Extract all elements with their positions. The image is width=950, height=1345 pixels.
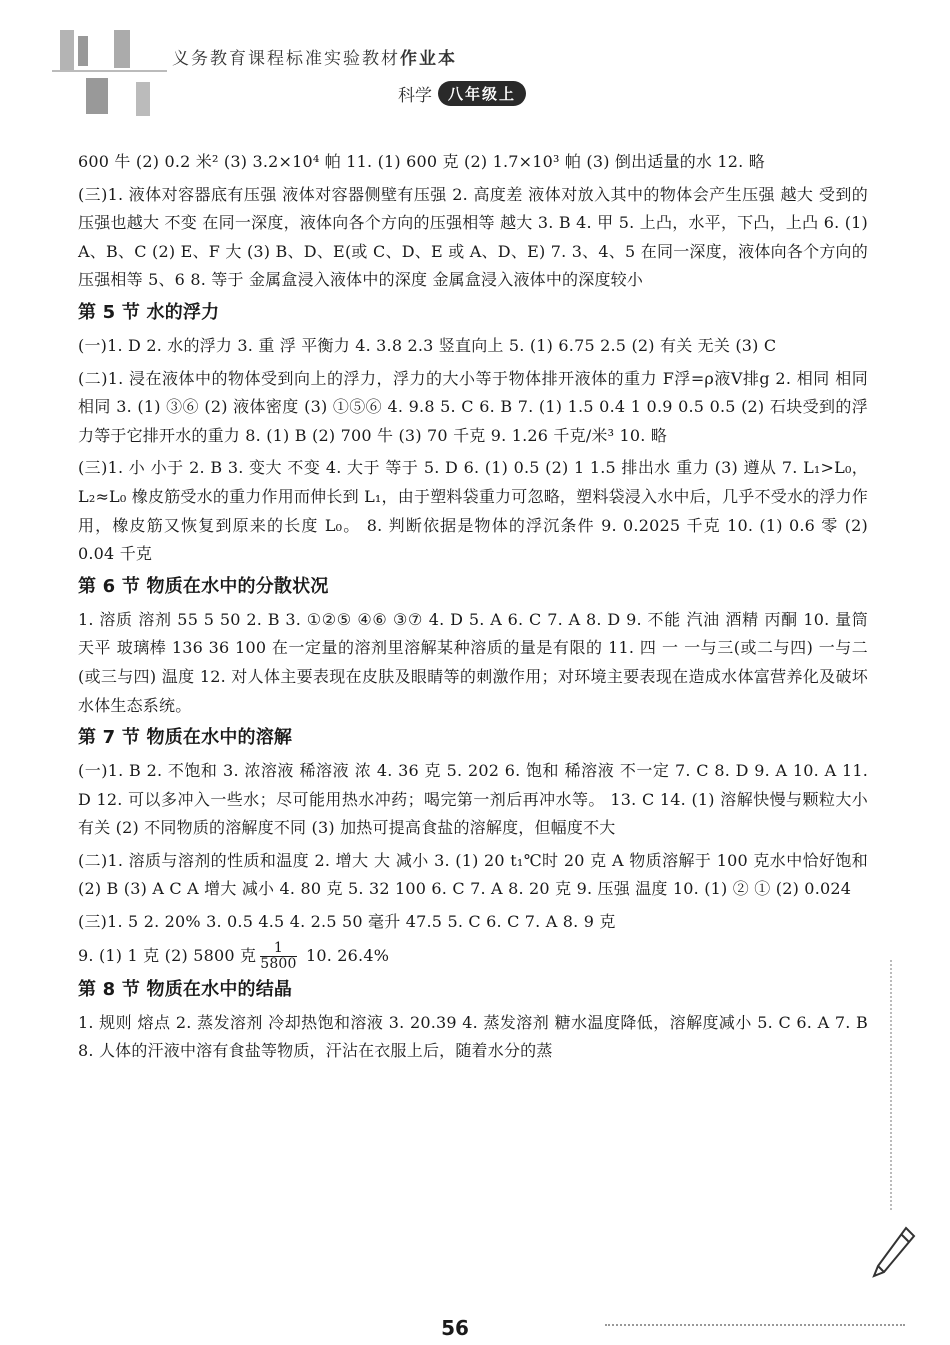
page-number: 56 (441, 1316, 469, 1340)
answer-paragraph: (二)1. 溶质与溶剂的性质和温度 2. 增大 大 减小 3. (1) 20 t₁℃时 20 克 A 物质溶解于 100 克水中恰好饱和 (2) B (3) A C A 增大 减小 4. 80 克 5. 32 100 6. C 7. A 8. 20 克 9. 压强 温度 10. (1) ② ① (2) 0.024 (78, 850, 868, 899)
answer-paragraph: 1. 溶质 溶剂 55 5 50 2. B 3. ①②⑤ ④⑥ ③⑦ 4. D 5. A 6. C 7. A 8. D 9. 不能 汽油 酒精 丙酮 10. 量筒 天平 玻璃棒 136 36 100 在一定量的溶剂里溶解某种溶质的量是有限的 11. 四 一 一与三(或二与四) 一与二(或三与四) 温度 12. 对人体主要表现在皮肤及眼睛等的刺激作用；对环境主要表现在造成水体富营养化及破坏水体生态系统。 (78, 609, 868, 715)
margin-dotted-line (890, 960, 892, 1210)
section-title: 第 8 节 物质在水中的结晶 (78, 978, 293, 1000)
answer-paragraph: (二)1. 浸在液体中的物体受到向上的浮力，浮力的大小等于物体排开液体的重力 F浮=ρ液V排g 2. 相同 相同 相同 3. (1) ③⑥ (2) 液体密度 (3) ①⑤⑥ 4. 9.8 5. C 6. B 7. (1) 1.5 0.4 1 0.9 0.5 0.5 (2) 石块受到的浮力等于它排开水的重力 8. (1) B (2) 700 牛 (3) 70 千克 9. 1.26 千克/米³ 10. 略 (78, 368, 868, 445)
fraction-numerator: 1 (260, 941, 296, 957)
answer-paragraph (78, 941, 868, 972)
section-title: 第 5 节 水的浮力 (78, 301, 220, 323)
section-title: 第 7 节 物质在水中的溶解 (78, 727, 293, 749)
subject-grade (398, 80, 526, 106)
header-decoration-pattern (52, 26, 167, 126)
answer-paragraph: (三)1. 小 小于 2. B 3. 变大 不变 4. 大于 等于 5. D 6. (1) 0.5 (2) 1 1.5 排出水 重力 (3) 遵从 7. L₁>L₀，L₂≈L₀ 橡皮筋受水的重力作用而伸长到 L₁，由于塑料袋重力可忽略，塑料袋浸入水中后，几乎不受水的浮力作用，橡皮筋又恢复到原来的长度 L₀。 8. 判断依据是物体的浮沉条件 9. 0.2025 千克 10. (1) 0.6 零 (2) 0.04 千克 (78, 458, 868, 564)
answer-paragraph: (三)1. 5 2. 20% 3. 0.5 4.5 4. 2.5 50 毫升 47.5 5. C 6. C 7. A 8. 9 克 (78, 912, 616, 932)
section-title: 第 6 节 物质在水中的分散状况 (78, 575, 329, 597)
grade-badge: 八年级上 (438, 81, 526, 106)
fraction (260, 941, 296, 972)
answer-paragraph: 600 牛 (2) 0.2 米² (3) 3.2×10⁴ 帕 11. (1) 600 克 (2) 1.7×10³ 帕 (3) 倒出适量的水 12. 略 (78, 152, 765, 171)
answer-paragraph: 1. 规则 熔点 2. 蒸发溶剂 冷却热饱和溶液 3. 20.39 4. 蒸发溶剂 糖水温度降低，溶解度减小 5. C 6. A 7. B 8. 人体的汗液中溶有食盐等物质，汗沾在衣服上后，随着水分的蒸 (78, 1012, 868, 1061)
answer-text: 10. 26.4% (300, 945, 390, 965)
answer-paragraph: (三)1. 液体对容器底有压强 液体对容器侧壁有压强 2. 高度差 液体对放入其中的物体会产生压强 越大 受到的压强也越大 不变 在同一深度，液体向各个方向的压强相等 越大 3. B 4. 甲 5. 上凸，水平，下凸，上凸 6. (1) A、B、C (2) E、F 大 (3) B、D、E(或 C、D、E 或 A、D、E) 7. 3、4、5 在同一深度，液体向各个方向的压强相等 5、6 8. 等于 金属盒浸入液体中的深度 金属盒浸入液体中的深度较小 (78, 184, 868, 290)
answer-paragraph: (一)1. B 2. 不饱和 3. 浓溶液 稀溶液 浓 4. 36 克 5. 202 6. 饱和 稀溶液 不一定 7. C 8. D 9. A 10. A 11. D 12. 可以多冲入一些水；尽可能用热水冲药；喝完第一剂后再冲水等。 13. C 14. (1) 溶解快慢与颗粒大小有关 (2) 不同物质的溶解度不同 (3) 加热可提高食盐的溶解度，但幅度不大 (78, 761, 868, 838)
answer-text: 9. (1) 1 克 (2) 5800 克 (78, 945, 257, 965)
fraction-denominator: 5800 (260, 955, 297, 972)
series-title: 义务教育课程标准实验教材作业本 (172, 49, 457, 69)
answer-paragraph: (一)1. D 2. 水的浮力 3. 重 浮 平衡力 4. 3.8 2.3 竖直向上 5. (1) 6.75 2.5 (2) 有关 无关 (3) C (78, 335, 777, 355)
footer-dotted-line (605, 1324, 905, 1326)
answer-content (78, 148, 868, 1066)
subject-label: 科学 (398, 85, 432, 106)
pencil-icon (868, 1222, 918, 1282)
